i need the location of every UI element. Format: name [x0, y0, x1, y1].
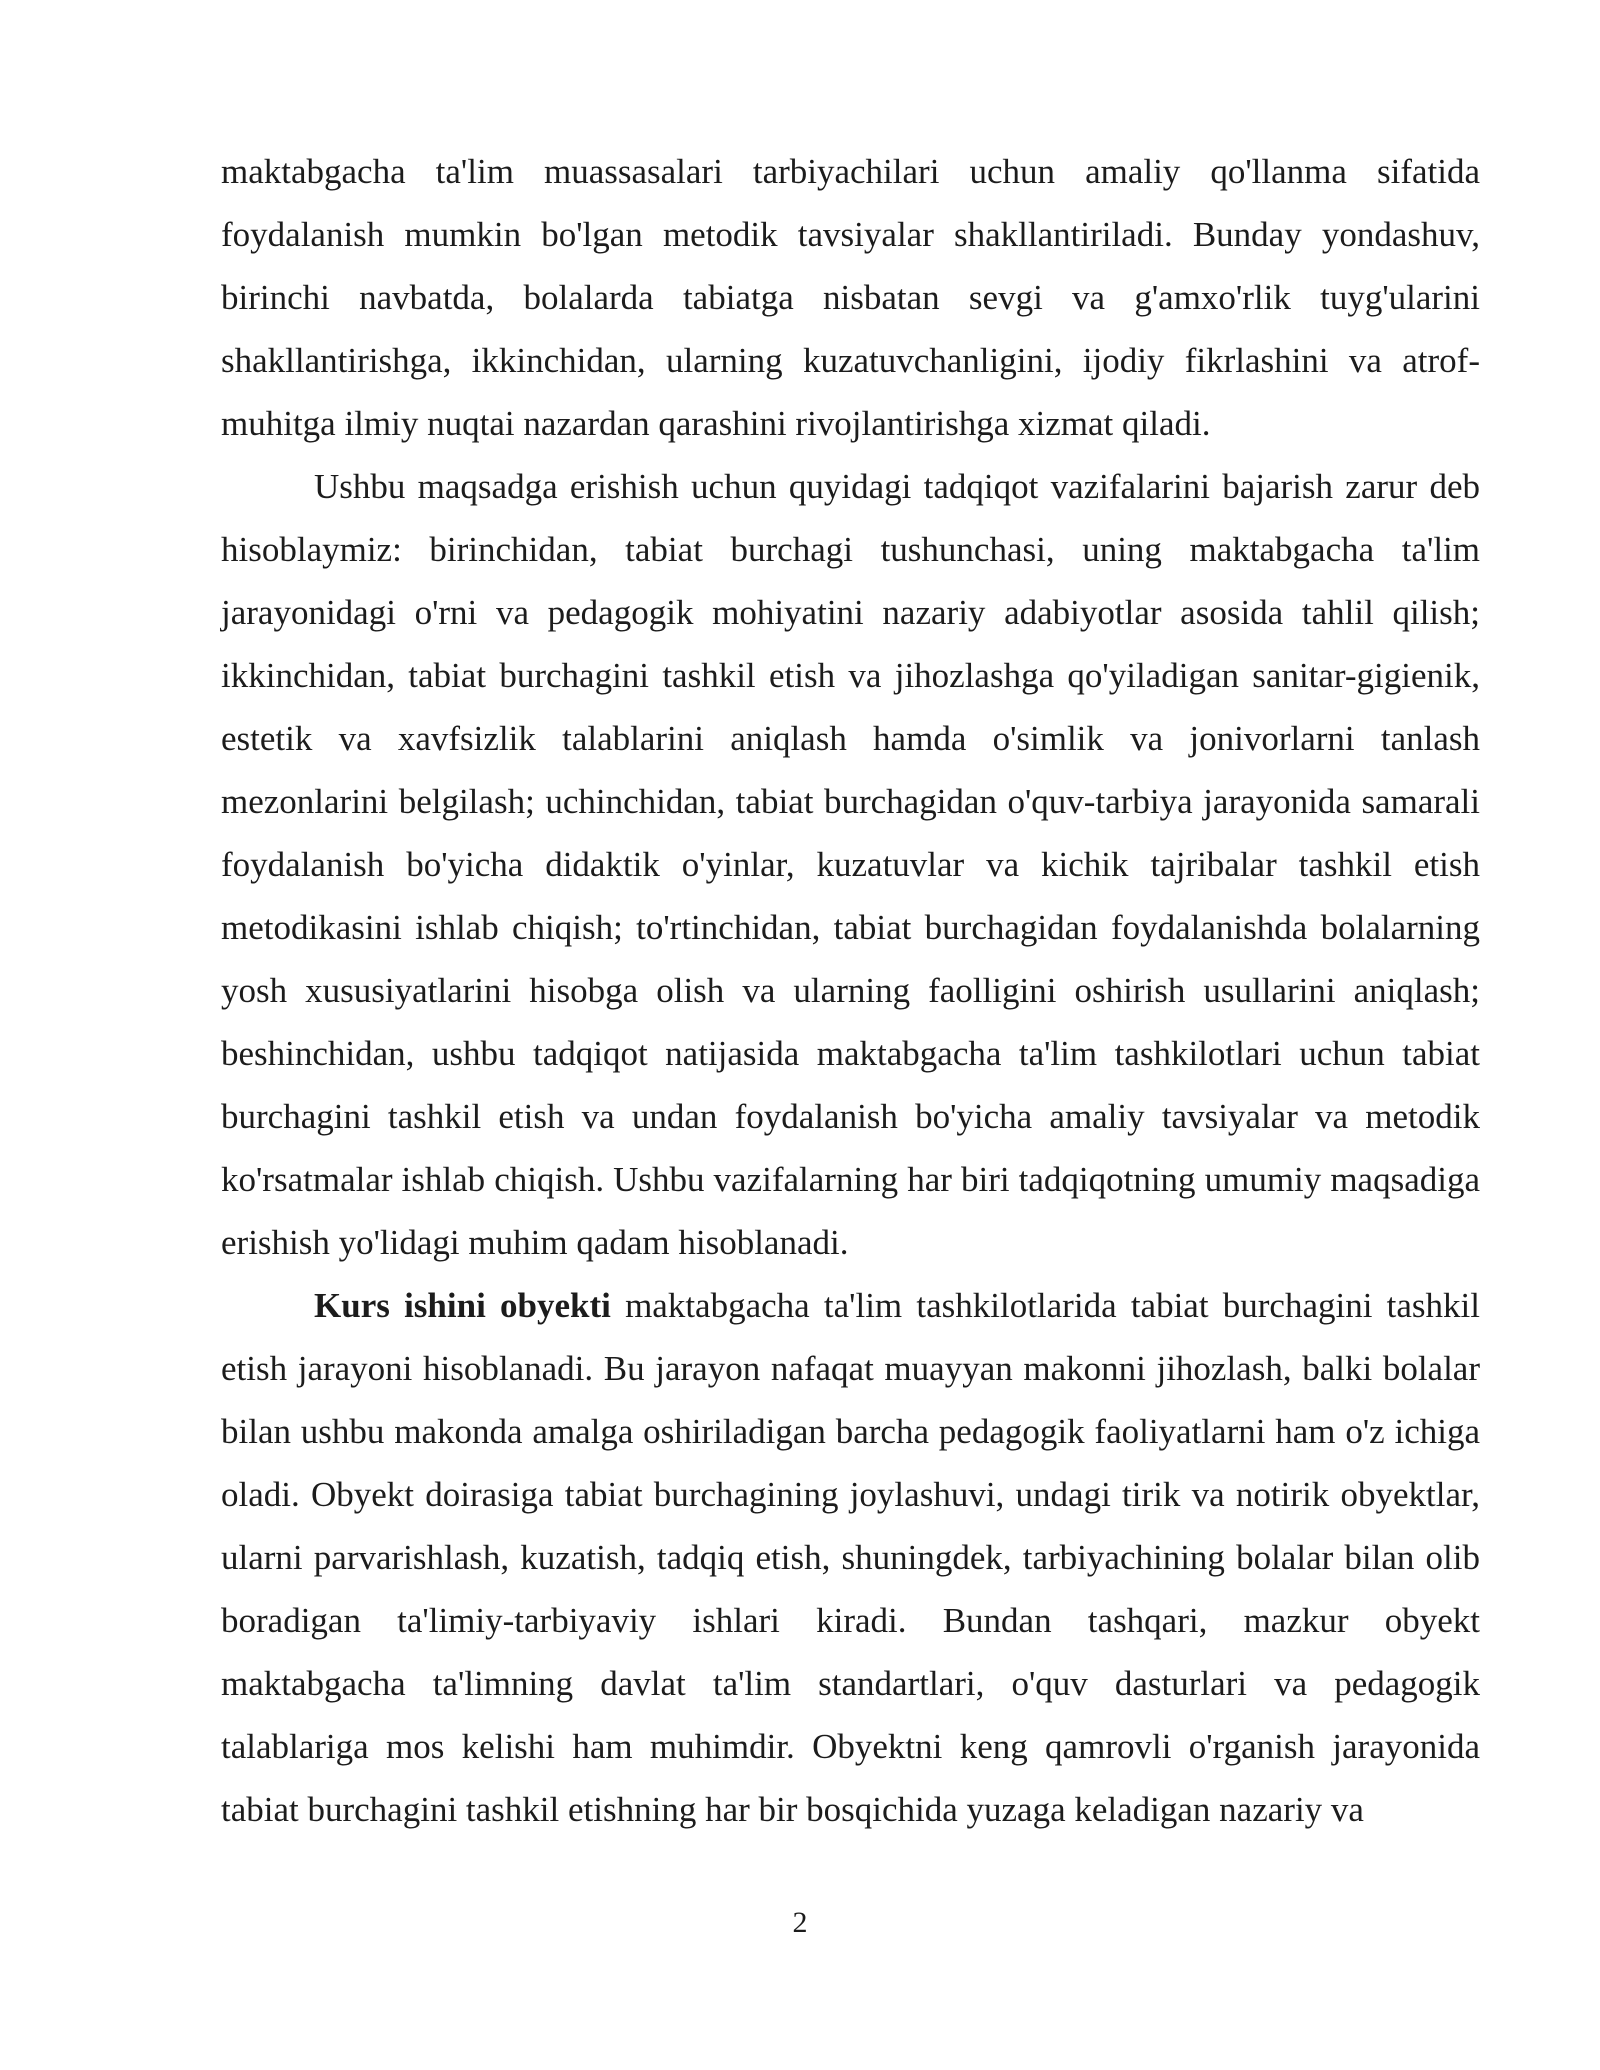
paragraph-course-object-text: maktabgacha ta'lim tashkilotlarida tabiat burchagini tashkil etish jarayoni hisoblanadi. Bu jarayon nafaqat muayyan makonni jihozlash, balki bolalar bilan ushbu makonda amalga oshiriladigan barcha pedagogik faoliyatlarni ham o'z ichiga oladi. Obyekt doirasiga tabiat burchagining joylashuvi, undagi tirik va notirik obyektlar, ularni parvarishlash, kuzatish, tadqiq etish, shuningdek, tarbiyachining bolalar bilan olib boradigan ta'limiy-tarbiyaviy ishlari kiradi. Bundan tashqari, mazkur obyekt maktabgacha ta'limning davlat ta'lim standartlari, o'quv dasturlari va pedagogik talablariga mos kelishi ham muhimdir. Obyektni keng qamrovli o'rganish jarayonida tabiat burchagini tashkil etishning har bir bosqichida yuzaga keladigan nazariy va: [221, 1286, 1480, 1829]
paragraph-course-object: [221, 1274, 1480, 1841]
paragraph-research-tasks: Ushbu maqsadga erishish uchun quyidagi tadqiqot vazifalarini bajarish zarur deb hisoblaymiz: birinchidan, tabiat burchagi tushunchasi, uning maktabgacha ta'lim jarayonidagi o'rni va pedagogik mohiyatini nazariy adabiyotlar asosida tahlil qilish; ikkinchidan, tabiat burchagini tashkil etish va jihozlashga qo'yiladigan sanitar-gigienik, estetik va xavfsizlik talablarini aniqlash hamda o'simlik va jonivorlarni tanlash mezonlarini belgilash; uchinchidan, tabiat burchagidan o'quv-tarbiya jarayonida samarali foydalanish bo'yicha didaktik o'yinlar, kuzatuvlar va kichik tajribalar tashkil etish metodikasini ishlab chiqish; to'rtinchidan, tabiat burchagidan foydalanishda bolalarning yosh xususiyatlarini hisobga olish va ularning faolligini oshirish usullarini aniqlash; beshinchidan, ushbu tadqiqot natijasida maktabgacha ta'lim tashkilotlari uchun tabiat burchagini tashkil etish va undan foydalanish bo'yicha amaliy tavsiyalar va metodik ko'rsatmalar ishlab chiqish. Ushbu vazifalarning har biri tadqiqotning umumiy maqsadiga erishish yo'lidagi muhim qadam hisoblanadi.: [221, 467, 1480, 1262]
paragraph-continuation: maktabgacha ta'lim muassasalari tarbiyachilari uchun amaliy qo'llanma sifatida foydalanish mumkin bo'lgan metodik tavsiyalar shakllantiriladi. Bunday yondashuv, birinchi navbatda, bolalarda tabiatga nisbatan sevgi va g'amxo'rlik tuyg'ularini shakllantirishga, ikkinchidan, ularning kuzatuvchanligini, ijodiy fikrlashini va atrof-muhitga ilmiy nuqtai nazardan qarashini rivojlantirishga xizmat qiladi.: [221, 152, 1480, 443]
page-body: [221, 140, 1480, 1841]
bold-term-course-object: Kurs ishini obyekti: [314, 1286, 611, 1325]
page-number: 2: [792, 1906, 808, 1939]
